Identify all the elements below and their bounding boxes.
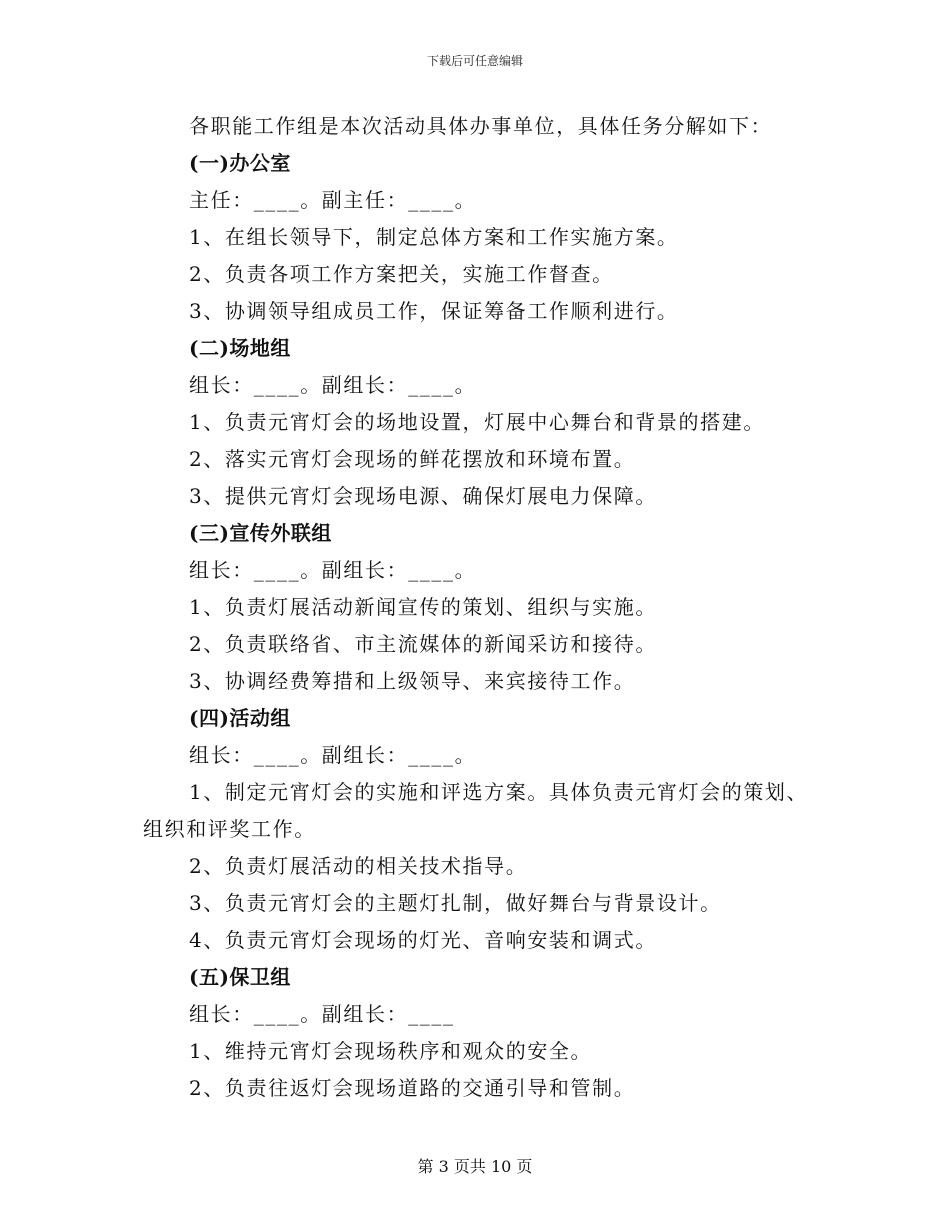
section-heading-security: (五)保卫组 (189, 965, 291, 989)
page-number: 第 3 页共 10 页 (417, 1157, 533, 1176)
list-item: 1、维持元宵灯会现场秩序和观众的安全。 (189, 1039, 593, 1063)
section-leaders-security: 组长：____。副组长：____ (189, 1002, 455, 1026)
list-item: 3、提供元宵灯会现场电源、确保灯展电力保障。 (189, 484, 657, 508)
section-leaders-office: 主任：____。副主任：____。 (189, 188, 477, 212)
list-item: 2、负责往返灯会现场道路的交通引导和管制。 (189, 1076, 636, 1100)
section-leaders-venue: 组长：____。副组长：____。 (189, 373, 477, 397)
section-leaders-activities: 组长：____。副组长：____。 (189, 743, 477, 767)
list-item: 4、负责元宵灯会现场的灯光、音响安装和调式。 (189, 928, 657, 952)
list-item: 2、负责联络省、市主流媒体的新闻采访和接待。 (189, 632, 657, 656)
header-note: 下载后可任意编辑 (426, 54, 523, 68)
list-item: 3、负责元宵灯会的主题灯扎制，做好舞台与背景设计。 (189, 891, 722, 915)
list-item: 3、协调经费筹措和上级领导、来宾接待工作。 (189, 669, 636, 693)
list-item: 2、负责各项工作方案把关，实施工作督查。 (189, 262, 614, 286)
list-item: 1、在组长领导下，制定总体方案和工作实施方案。 (189, 225, 679, 249)
section-heading-office: (一)办公室 (189, 151, 291, 175)
section-heading-activities: (四)活动组 (189, 706, 291, 730)
list-item: 1、制定元宵灯会的实施和评选方案。具体负责元宵灯会的策划、组织和评奖工作。 (143, 780, 809, 841)
document-body (143, 108, 809, 1107)
section-heading-venue: (二)场地组 (189, 336, 291, 360)
intro-paragraph: 各职能工作组是本次活动具体办事单位，具体任务分解如下： (189, 114, 773, 138)
section-heading-publicity: (三)宣传外联组 (189, 521, 332, 545)
list-item: 1、负责元宵灯会的场地设置，灯展中心舞台和背景的搭建。 (189, 410, 765, 434)
section-leaders-publicity: 组长：____。副组长：____。 (189, 558, 477, 582)
list-item: 2、落实元宵灯会现场的鲜花摆放和环境布置。 (189, 447, 636, 471)
list-item: 2、负责灯展活动的相关技术指导。 (189, 854, 528, 878)
list-item: 1、负责灯展活动新闻宣传的策划、组织与实施。 (189, 595, 657, 619)
list-item: 3、协调领导组成员工作，保证筹备工作顺利进行。 (189, 299, 679, 323)
